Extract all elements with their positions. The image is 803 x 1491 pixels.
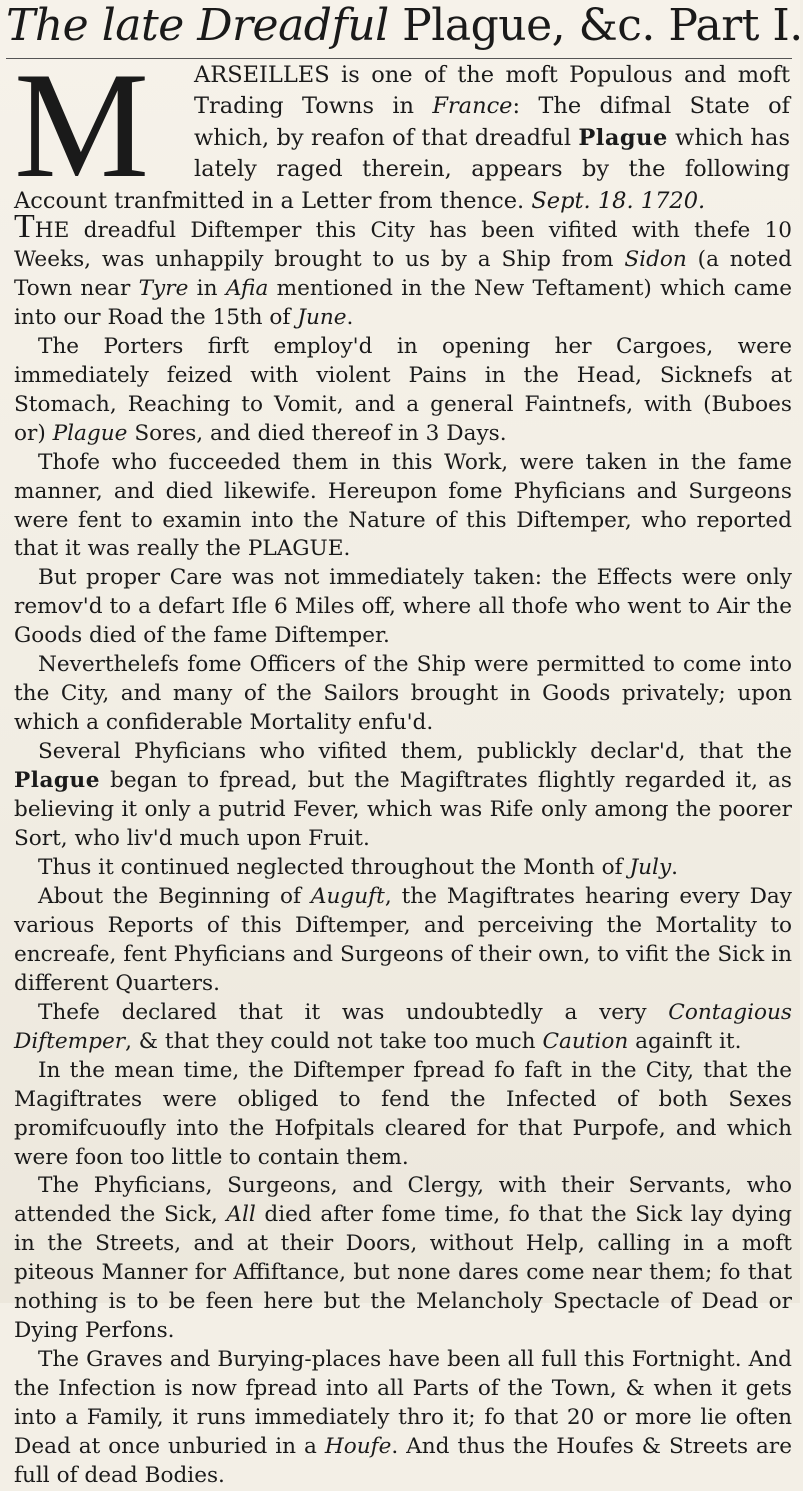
paragraph-10 bbox=[14, 1057, 792, 1173]
italic-july: July bbox=[629, 854, 672, 880]
paragraph-text: died after fome time, fo that the Sick lay dying in the Streets, and at their Doors, without Help, calling in a moft piteous Manner for Affiftance, but none dares come near them; fo that nothing is to be feen here but the Melancholy Spectacle of Dead or Dying Perfons. bbox=[14, 1202, 792, 1344]
paragraph-text: The Graves and Burying-places have been all full this Fortnight. And the Infection is now fpread into all Parts of the Town, & when it gets into a Family, it runs immediately thro it; fo that 20 or more lie often Dead at once unburied in a bbox=[14, 1347, 792, 1460]
paragraph-text: HE dreadful Diftemper this City has been vifited with thefe 10 Weeks, was unhappily brought to us by a Ship from bbox=[14, 218, 792, 272]
italic-june: June bbox=[297, 304, 347, 330]
italic-asia: Afia bbox=[225, 275, 269, 301]
paragraph-text: The Phyficians, Surgeons, and Clergy, with their Servants, who attended the Sick, bbox=[14, 1173, 792, 1228]
article-body bbox=[14, 208, 793, 1491]
paragraph-7 bbox=[14, 854, 792, 883]
paragraph-9 bbox=[14, 999, 792, 1057]
paragraph-text: in bbox=[188, 275, 226, 301]
paragraph-6 bbox=[14, 738, 792, 854]
paragraph-text: In the mean time, the Diftemper fpread fo faft in the City, that the Magiftrates were obliged to fend the Infected of both Sexes promifcuoufly into the Hofpitals cleared for that Purpofe, and which were foon too little to contain them. bbox=[14, 1057, 792, 1170]
paragraph-1 bbox=[14, 208, 792, 333]
paragraph-8 bbox=[14, 883, 792, 999]
intro-blackletter-plague: Plague bbox=[578, 124, 668, 151]
title-italic-part: The late Dreadful bbox=[6, 0, 403, 51]
italic-all: All bbox=[226, 1202, 256, 1228]
paragraph-text: , the Magiftrates hearing every Day various Reports of this Diftemper, and perceiving the Mortality to encreafe, fent Phyficians and Surgeons of their own, to vifit the Sick in different Quarters. bbox=[14, 883, 792, 996]
intro-date: Sept. 18. 1720. bbox=[531, 187, 706, 214]
blackletter-plague: Plague bbox=[14, 768, 100, 794]
paragraph-11 bbox=[14, 1172, 792, 1346]
paragraph-text: began to fpread, but the Magiftrates flightly regarded it, as believing it only a putrid Fever, which was Rife only among the poorer Sort, who liv'd much upon Fruit. bbox=[14, 768, 792, 852]
paragraph-12 bbox=[14, 1346, 792, 1491]
paragraph-text: Sores, and died thereof in 3 Days. bbox=[127, 420, 507, 446]
paragraph-text: The Porters firft employ'd in opening her Cargoes, were immediately feized with violent Pains in the Head, Sicknefs at Stomach, Reaching to Vomit, and a general Faintnefs, with (Buboes or) bbox=[14, 333, 792, 446]
italic-house: Houfe bbox=[324, 1434, 392, 1460]
paragraph-2 bbox=[14, 333, 792, 449]
paragraph-text: Several Phyficians who vifited them, publickly declar'd, that the bbox=[38, 739, 792, 765]
drop-cap-space bbox=[14, 41, 194, 209]
italic-plague: Plague bbox=[52, 420, 128, 446]
paragraph-text: Neverthelefs fome Officers of the Ship were permitted to come into the City, and many of the Sailors brought in Goods privately; upon which a confiderable Mortality enfu'd. bbox=[14, 652, 792, 736]
paragraph-text: . bbox=[671, 854, 679, 880]
italic-caution: Caution bbox=[542, 1028, 629, 1054]
title-roman-part: Plague, &c. Part I. bbox=[402, 0, 803, 51]
intro-text-3: which has lately raged therein, appears by the following Account tranfmitted in a Letter from thence. bbox=[14, 124, 790, 214]
intro-italic-france: France bbox=[432, 93, 513, 120]
paragraph-text: Thofe who fucceeded them in this Work, were taken in the fame manner, and died likewife. Hereupon fome Phyficians and Surgeons were fent to examin into the Nature of this Diftemper, who reported that it was really the PLAGUE. bbox=[14, 449, 792, 562]
paragraph-text: . bbox=[346, 304, 354, 330]
italic-august: Auguft bbox=[310, 883, 385, 909]
paragraph-cap: T bbox=[14, 208, 35, 245]
italic-contagious: Contagious Diftemper bbox=[14, 999, 792, 1054]
paragraph-text: But proper Care was not immediately taken: the Effects were only remov'd to a defart Ifle 6 Miles off, where all thofe who went to Air the Goods died of the fame Diftemper. bbox=[14, 565, 792, 649]
paragraph-3 bbox=[14, 449, 792, 565]
paragraph-text: Thefe declared that it was undoubtedly a very bbox=[38, 999, 669, 1025]
italic-tyre: Tyre bbox=[138, 275, 189, 301]
paragraph-text: againft it. bbox=[628, 1028, 742, 1054]
drop-cap: M bbox=[14, 41, 150, 209]
paragraph-4 bbox=[14, 564, 792, 651]
paragraph-text: mentioned in the New Teftament) which came into our Road the 15th of bbox=[14, 275, 792, 330]
paragraph-text: Thus it continued neglected throughout the Month of bbox=[38, 854, 630, 880]
paragraph-text: , & that they could not take too much bbox=[125, 1028, 543, 1054]
intro-text-1: ARSEILLES is one of the moft Populous and moft Trading Towns in bbox=[194, 62, 790, 120]
paragraph-5 bbox=[14, 651, 792, 738]
paragraph-text: . And thus the Houfes & Streets are full of dead Bodies. bbox=[14, 1434, 793, 1488]
paragraph-text: (a noted Town near bbox=[14, 246, 792, 301]
intro-paragraph bbox=[14, 41, 791, 217]
intro-text-2: : The difmal State of which, by reafon of that dreadful bbox=[194, 93, 791, 151]
italic-sidon: Sidon bbox=[624, 246, 687, 272]
paragraph-text: About the Beginning of bbox=[38, 883, 311, 909]
